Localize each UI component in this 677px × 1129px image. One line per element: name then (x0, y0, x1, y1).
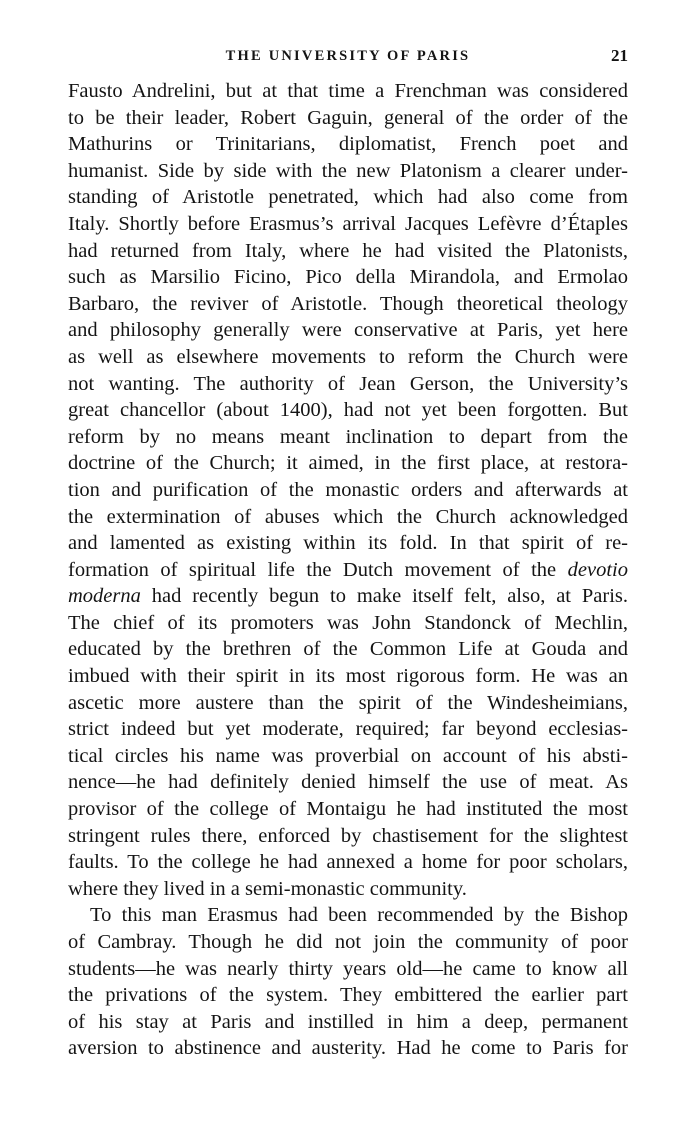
text-line: doctrine of the Church; it aimed, in the first place, at restora- (68, 452, 628, 475)
text-line: great chancellor (about 1400), had not yet been forgotten. But (68, 399, 628, 422)
text-segment: formation of spiritual life the Dutch movement of the (68, 558, 568, 581)
text-line: tical circles his name was proverbial on account of his absti- (68, 744, 628, 767)
text-line: The chief of its promoters was John Standonck of Mechlin, (68, 611, 628, 634)
italic-term: devotio (567, 558, 628, 581)
text-line: standing of Aristotle penetrated, which had also come from (68, 186, 628, 209)
page-number: 21 (611, 46, 628, 65)
text-line: Mathurins or Trinitarians, diplomatist, French poet and (68, 133, 628, 156)
text-line: Fausto Andrelini, but at that time a Frenchman was considered (68, 80, 628, 102)
text-line (68, 557, 628, 584)
text-line: ascetic more austere than the spirit of the Windesheimians, (68, 691, 628, 714)
text-segment: had recently begun to make itself felt, also, at Paris. (140, 585, 628, 608)
text-line: of his stay at Paris and instilled in him a deep, permanent (68, 1010, 628, 1033)
italic-term: moderna (68, 585, 141, 608)
text-line: imbued with their spirit in its most rigorous form. He was an (68, 665, 628, 688)
text-line: to be their leader, Robert Gaguin, general of the order of the (68, 106, 628, 129)
running-head (68, 44, 628, 68)
text-line: and philosophy generally were conservative at Paris, yet here (68, 319, 628, 342)
text-line: faults. To the college he had annexed a home for poor scholars, (68, 851, 628, 874)
text-line: Barbaro, the reviver of Aristotle. Though theoretical theology (68, 292, 628, 315)
text-line: To this man Erasmus had been recommended by the Bishop (90, 904, 628, 927)
text-line: nence—he had definitely denied himself the use of meat. As (68, 771, 628, 794)
text-line: humanist. Side by side with the new Platonism a clearer under- (68, 159, 628, 182)
text-line: students—he was nearly thirty years old—he came to know all (68, 957, 628, 980)
text-line: provisor of the college of Montaigu he had instituted the most (68, 798, 628, 821)
text-line: the privations of the system. They embittered the earlier part (68, 984, 628, 1007)
text-line: where they lived in a semi-monastic community. (68, 877, 467, 900)
text-line (68, 583, 628, 610)
text-line: not wanting. The authority of Jean Gerson, the University’s (68, 372, 628, 395)
text-line: the extermination of abuses which the Church acknowledged (68, 505, 628, 528)
body-text (68, 78, 628, 1062)
text-line: tion and purification of the monastic orders and afterwards at (68, 478, 628, 501)
text-line: such as Marsilio Ficino, Pico della Mirandola, and Ermolao (68, 266, 628, 289)
text-line: strict indeed but yet moderate, required; far beyond ecclesias- (68, 718, 628, 741)
text-line: of Cambray. Though he did not join the community of poor (68, 931, 628, 953)
text-line: educated by the brethren of the Common Life at Gouda and (68, 638, 628, 661)
text-line: had returned from Italy, where he had visited the Platonists, (68, 239, 628, 262)
text-line: Italy. Shortly before Erasmus’s arrival Jacques Lefèvre d’Étaples (68, 212, 628, 235)
text-line: aversion to abstinence and austerity. Had he come to Paris for (68, 1037, 628, 1060)
text-line: and lamented as existing within its fold. In that spirit of re- (68, 532, 628, 555)
text-line: reform by no means meant inclination to depart from the (68, 425, 628, 448)
text-line: as well as elsewhere movements to reform the Church were (68, 345, 628, 368)
text-line: stringent rules there, enforced by chastisement for the slightest (68, 824, 628, 847)
running-title: THE UNIVERSITY OF PARIS (225, 48, 471, 64)
